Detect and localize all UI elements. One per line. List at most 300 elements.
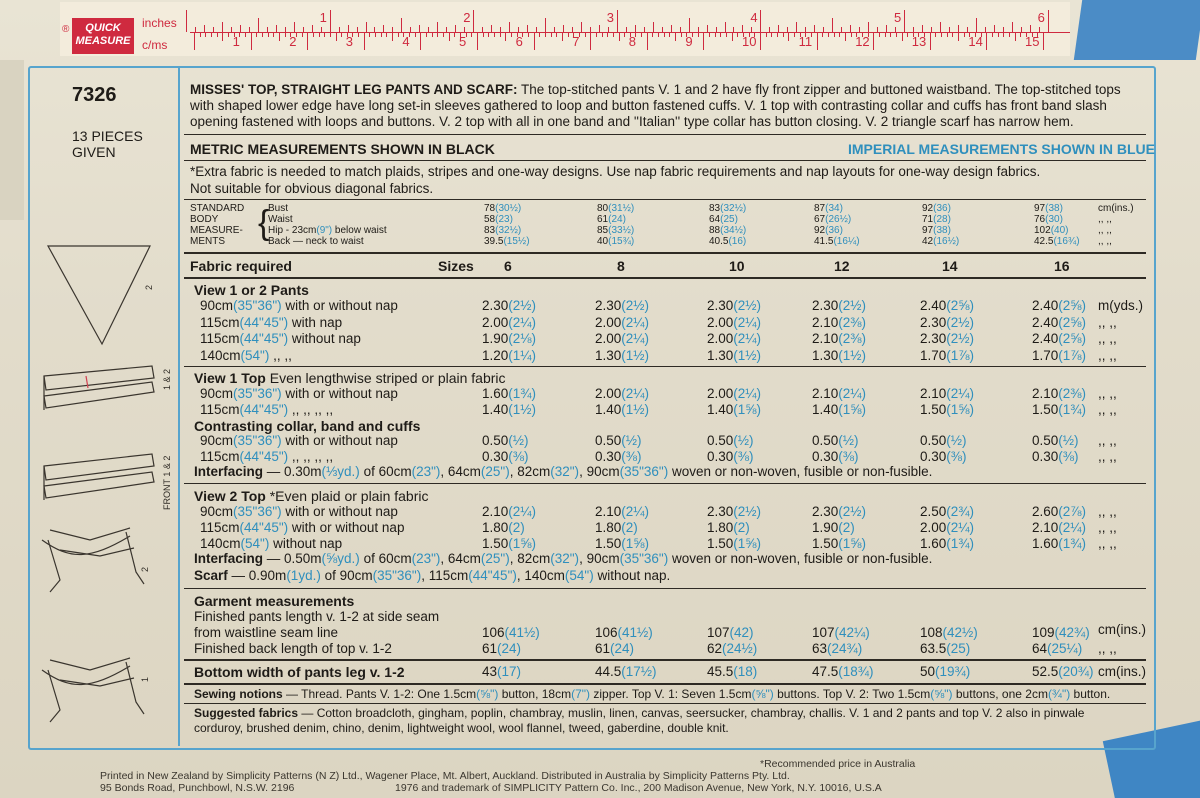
mm-tick [641, 32, 642, 37]
imperial-value: (2¼) [733, 331, 762, 346]
inch-subtick [1012, 22, 1013, 32]
value-cell [707, 520, 750, 536]
cm-tick [534, 32, 535, 50]
width-desc: without nap [288, 331, 361, 346]
mm-tick [471, 32, 472, 37]
imperial-value: (16½) [933, 236, 960, 247]
width-metric: 140cm [200, 347, 241, 363]
mm-tick [268, 32, 269, 37]
width-metric: 115cm [200, 331, 240, 346]
notions-part: button. [1070, 687, 1111, 701]
line-part: (35"36") [619, 551, 669, 566]
metric-value: 2.10 [812, 386, 839, 401]
mm-tick [511, 32, 512, 37]
inch-label: 1 [319, 10, 327, 25]
line-part: without nap. [593, 568, 671, 583]
fabric-width-label [200, 331, 361, 347]
inch-subtick [725, 22, 726, 32]
inch-tick [617, 10, 618, 32]
fabric-width-label [200, 315, 342, 331]
inch-subtick [1030, 25, 1031, 32]
imperial-value: (34) [825, 203, 843, 214]
value-cell [482, 298, 536, 314]
metric-value: 63.5 [920, 641, 947, 656]
imperial-value: (24¾) [827, 641, 863, 656]
value-cell [920, 315, 974, 331]
cm-tick [760, 32, 761, 50]
footer-line-1: Printed in New Zealand by Simplicity Patterns (N Z) Ltd., Wagener Place, Mt. Albert, Auckland. Distributed in Australia by Simplicity Patterns Pty. Ltd. [100, 770, 790, 782]
name-part: Back — neck to waist [268, 236, 364, 247]
imperial-value: (2¼) [1058, 520, 1087, 535]
metric-value: 2.10 [920, 386, 947, 401]
imperial-value: (1⅝) [946, 402, 975, 417]
inch-label: 6 [1037, 10, 1045, 25]
body-label: BODY [190, 214, 219, 225]
value-cell [1032, 298, 1086, 314]
cm-label: 15 [1025, 34, 1040, 49]
imperial-value: (2½) [838, 504, 867, 519]
inch-subtick [195, 27, 196, 32]
metric-value: 107 [812, 625, 835, 640]
imperial-value: (19¾) [935, 664, 971, 679]
metric-value: 2.40 [1032, 314, 1059, 330]
value-cell [1032, 315, 1086, 331]
imperial-value: (1⅝) [838, 402, 867, 417]
inch-subtick [751, 27, 752, 32]
mm-tick [415, 32, 416, 37]
value-cell [812, 331, 866, 347]
mm-tick [386, 32, 387, 37]
inch-subtick [446, 27, 447, 32]
inch-subtick [626, 27, 627, 32]
cm-tick [930, 32, 931, 50]
inch-subtick [491, 25, 492, 32]
metric-value: 2.60 [1032, 504, 1059, 519]
cm-label: 12 [855, 34, 870, 49]
inch-subtick [276, 25, 277, 32]
value-cell [707, 625, 754, 641]
imperial-value: (1¼) [508, 347, 537, 363]
width-metric: 90cm [200, 504, 234, 519]
divider-3 [184, 199, 1146, 200]
metric-value: 1.30 [595, 347, 622, 363]
value-cell [920, 641, 970, 657]
divider-9 [184, 659, 1146, 661]
line-part: (23") [411, 464, 441, 479]
imperial-value: (2⅝) [1058, 331, 1087, 346]
mm-tick [992, 32, 993, 37]
notions-label: Sewing notions [194, 687, 283, 701]
mm-tick [228, 32, 229, 37]
value-cell [920, 386, 974, 402]
mm-tick [652, 32, 653, 37]
body-value-cell [814, 225, 843, 236]
metric-value: 0.30 [812, 449, 839, 464]
value-cell [1032, 536, 1086, 552]
metric-value: 1.60 [920, 536, 947, 551]
mm-tick [619, 32, 620, 41]
metric-value: 62 [707, 641, 723, 656]
mm-tick [319, 32, 320, 37]
unit-label: ,, ,, [1098, 536, 1117, 551]
mm-tick [602, 32, 603, 37]
imperial-value: (1⅝) [621, 536, 650, 551]
divider-5 [184, 277, 1146, 279]
value-cell [595, 520, 638, 536]
cm-label: 8 [628, 34, 637, 49]
imperial-value: (⅜) [1058, 449, 1079, 464]
mm-tick [947, 32, 948, 37]
value-cell [812, 449, 859, 465]
value-cell [482, 536, 536, 552]
metric-value: 40.5 [709, 236, 729, 247]
cm-tick [251, 32, 252, 50]
body-row-name [268, 203, 288, 214]
notions-part: buttons. Top V. 2: Two 1.5cm [773, 687, 931, 701]
metric-value: 2.10 [595, 504, 622, 519]
metric-value: 64 [1032, 641, 1048, 656]
value-cell [812, 536, 866, 552]
mm-tick [675, 32, 676, 41]
imperial-value: (20¾) [1058, 664, 1094, 679]
metric-value: 2.30 [595, 298, 622, 313]
value-cell [482, 625, 540, 641]
unit-label: ,, ,, [1098, 236, 1112, 247]
mm-tick [585, 32, 586, 37]
imperial-value: (17½) [621, 664, 657, 679]
metric-value: 67 [814, 214, 826, 225]
notions-part: (⅝") [751, 687, 774, 701]
value-cell [920, 298, 974, 314]
metric-value: 2.40 [1032, 331, 1059, 346]
cm-tick [364, 32, 365, 50]
mm-tick [551, 32, 552, 37]
inch-subtick [204, 25, 205, 32]
value-cell [1032, 504, 1086, 520]
metric-value: 1.80 [707, 520, 734, 535]
value-cell [1032, 348, 1086, 364]
imperial-value: (24) [608, 214, 626, 225]
imperial-value: (42½) [942, 625, 978, 640]
imperial-value: (25¼) [1047, 641, 1083, 656]
imperial-value: (38) [1045, 203, 1063, 214]
line-part: , 82cm [509, 551, 551, 566]
inch-subtick [653, 22, 654, 32]
imperial-value: (⅜) [946, 449, 967, 464]
metric-value: 39.5 [484, 236, 504, 247]
inch-subtick [437, 22, 438, 32]
value-cell [707, 449, 754, 465]
mm-tick [788, 32, 789, 41]
width-desc: ,, ,, ,, ,, [288, 402, 334, 417]
metric-value: 2.30 [812, 298, 839, 313]
contrast-title: Contrasting collar, band and cuffs [194, 418, 421, 434]
width-metric: 115cm [200, 314, 240, 330]
imperial-value: (42¾) [1054, 625, 1090, 640]
imperial-value: (24) [497, 641, 522, 656]
body-value-cell [484, 214, 513, 225]
value-cell [812, 641, 862, 657]
mm-tick [211, 32, 212, 37]
value-cell [707, 315, 761, 331]
name-part: Bust [268, 203, 289, 214]
value-cell [920, 520, 974, 536]
imperial-value: (2½) [946, 331, 975, 346]
metric-value: 43 [482, 664, 498, 679]
metric-value: 1.50 [812, 536, 839, 551]
imperial-value: (33½) [608, 225, 635, 236]
body-value-cell [1034, 203, 1063, 214]
metric-value: 107 [707, 625, 730, 640]
garment-line-3: Finished back length of top v. 1-2 [194, 641, 392, 656]
line-part: woven or non-woven, fusible or non-fusible. [668, 464, 933, 479]
size-header: 10 [729, 258, 745, 274]
metric-value: 2.00 [707, 314, 734, 330]
inch-subtick [518, 27, 519, 32]
inch-subtick [850, 25, 851, 32]
metric-value: 2.10 [482, 504, 509, 519]
description-line-3: opening fastened with loops and buttons. V. 2 top with all in one band and ''Italian'' type collar has button closing. V. 2 triangle scarf has narrow hem. [190, 114, 1074, 129]
top-sketch-2 [42, 658, 144, 722]
inch-subtick [509, 22, 510, 32]
value-cell [1032, 625, 1090, 641]
imperial-value: (2½) [946, 314, 975, 330]
metric-value: 0.30 [1032, 449, 1059, 464]
metric-value: 78 [484, 203, 496, 214]
inch-subtick [312, 25, 313, 32]
value-cell [707, 331, 761, 347]
metric-value: 0.30 [920, 449, 947, 464]
imperial-value: (⅜) [838, 449, 859, 464]
imperial-value: (38) [933, 225, 951, 236]
imperial-value: (32½) [495, 225, 522, 236]
mm-tick [205, 32, 206, 37]
imperial-value: (2) [621, 520, 638, 535]
divider-7 [184, 483, 1146, 484]
value-cell [707, 348, 761, 364]
body-value-cell [1034, 225, 1068, 236]
mm-tick [556, 32, 557, 37]
imperial-value: (2¼) [621, 314, 650, 330]
note-line-2: Not suitable for obvious diagonal fabrics. [190, 181, 434, 196]
inch-subtick [742, 25, 743, 32]
body-value-cell [814, 203, 843, 214]
fabric-width-label [200, 298, 398, 314]
mm-tick [1015, 32, 1016, 41]
value-cell [812, 433, 859, 449]
value-cell [707, 433, 754, 449]
fabric-width-label [200, 348, 292, 364]
metric-value: 44.5 [595, 664, 622, 679]
value-cell [1032, 331, 1086, 347]
imperial-value: (⅜) [733, 449, 754, 464]
body-label: MEASURE- [190, 225, 243, 236]
imperial-value: (2¼) [621, 504, 650, 519]
body-value-cell [709, 225, 746, 236]
line-part: (25") [480, 551, 510, 566]
imperial-value: (1¾) [508, 386, 537, 401]
mm-tick [488, 32, 489, 37]
width-imperial: (44"45") [239, 449, 289, 464]
unit-label: ,, ,, [1098, 449, 1117, 464]
name-part: (9") [316, 225, 333, 236]
imperial-value: (2⅝) [946, 298, 975, 313]
metric-value: 0.50 [595, 433, 622, 448]
metric-value: 0.50 [482, 433, 509, 448]
imperial-value: (⅜) [621, 449, 642, 464]
mm-tick [952, 32, 953, 37]
mm-tick [839, 32, 840, 37]
metric-value: 42.5 [1034, 236, 1054, 247]
metric-value: 97 [922, 225, 934, 236]
description-line-1: MISSES' TOP, STRAIGHT LEG PANTS AND SCARF: The top-stitched pants V. 1 and 2 have fly front zipper and buttoned waistband. The top-stitched tops [190, 82, 1121, 97]
mm-tick [624, 32, 625, 37]
metric-value: 61 [482, 641, 498, 656]
value-cell [482, 348, 536, 364]
garment-title: Garment measurements [194, 593, 355, 609]
imperial-value: (2½) [621, 298, 650, 313]
mm-tick [432, 32, 433, 37]
metric-value: 42 [922, 236, 934, 247]
imperial-value: (24) [610, 641, 635, 656]
inch-tick [760, 10, 761, 32]
cm-label: 3 [345, 34, 354, 49]
line-part: (⅓yd.) [321, 464, 360, 479]
rich-line [194, 464, 932, 480]
value-cell [1032, 402, 1086, 418]
width-imperial: (35"36") [233, 298, 282, 313]
mm-tick [596, 32, 597, 37]
mm-tick [896, 32, 897, 37]
bottom-width-title: Bottom width of pants leg v. 1-2 [194, 664, 405, 680]
inch-subtick [339, 27, 340, 32]
metric-value: 1.50 [482, 536, 509, 551]
sewing-notions [194, 687, 1110, 701]
inch-subtick [527, 25, 528, 32]
mm-tick [732, 32, 733, 41]
line-part: , 82cm [509, 464, 551, 479]
mm-tick [664, 32, 665, 37]
value-cell [812, 386, 866, 402]
sketch-label-top2: 2 [140, 566, 150, 572]
metric-value: 2.30 [707, 504, 734, 519]
size-header: 6 [504, 258, 512, 274]
mm-tick [398, 32, 399, 37]
metric-value: 106 [482, 625, 505, 640]
inch-subtick [401, 18, 402, 32]
mm-tick [279, 32, 280, 41]
size-header: 14 [942, 258, 958, 274]
width-metric: 115cm [200, 402, 240, 417]
imperial-value: (30½) [495, 203, 522, 214]
cm-tick [420, 32, 421, 50]
cm-label: 1 [232, 34, 240, 49]
metric-value: 2.50 [920, 504, 947, 519]
mm-tick [437, 32, 438, 37]
inches-label: inches [142, 16, 177, 30]
value-cell [812, 625, 870, 641]
metric-value: 87 [814, 203, 826, 214]
imperial-value: (32½) [720, 203, 747, 214]
value-cell [707, 298, 761, 314]
value-cell [812, 664, 874, 680]
metric-value: 40 [597, 236, 609, 247]
metric-value: 2.10 [812, 331, 839, 346]
inch-subtick [599, 25, 600, 32]
imperial-value: (40) [1050, 225, 1069, 236]
unit-label: ,, ,, [1098, 331, 1117, 346]
imperial-value: (2½) [838, 298, 867, 313]
fabric-width-label [200, 520, 404, 536]
inch-subtick [366, 22, 367, 32]
value-cell [595, 348, 649, 364]
width-imperial: (54") [240, 536, 270, 551]
inch-subtick [321, 27, 322, 32]
divider-6 [184, 366, 1146, 367]
metric-value: 1.60 [482, 386, 509, 401]
value-cell [595, 386, 649, 402]
inch-subtick [231, 27, 232, 32]
imperial-value: (½) [508, 433, 529, 448]
name-part: Waist [268, 214, 293, 225]
imperial-value: (½) [733, 433, 754, 448]
fabric-width-label [200, 433, 398, 449]
value-cell [920, 433, 967, 449]
metric-value: 88 [709, 225, 721, 236]
inch-subtick [545, 18, 546, 32]
inch-subtick [733, 27, 734, 32]
mm-tick [709, 32, 710, 37]
mm-tick [794, 32, 795, 37]
sketch-label-scarf: 2 [144, 284, 154, 290]
imperial-value: (1⅞) [1058, 347, 1087, 363]
body-value-cell [597, 236, 634, 247]
mm-tick [885, 32, 886, 37]
unit-label: ,, ,, [1098, 314, 1117, 330]
line-part: , 140cm [516, 568, 565, 583]
value-cell [920, 536, 974, 552]
imperial-value: (1⅝) [508, 536, 537, 551]
imperial-value: (1⅝) [838, 536, 867, 551]
mm-tick [539, 32, 540, 37]
imperial-value: (2⅝) [1058, 298, 1087, 313]
value-cell [812, 402, 866, 418]
mm-tick [256, 32, 257, 37]
imperial-value: (16¾) [1053, 236, 1080, 247]
inch-subtick [931, 27, 932, 32]
fabric-width-label [200, 402, 333, 418]
metric-value: 2.30 [707, 298, 734, 313]
footer-line-2b: 1976 and trademark of SIMPLICITY Pattern Co. Inc., 200 Madison Avenue, New York, N.Y. 10016, U.S.A [395, 782, 882, 794]
metric-value: 58 [484, 214, 496, 225]
body-value-cell [597, 203, 634, 214]
inch-subtick [635, 25, 636, 32]
imperial-value: (41½) [504, 625, 540, 640]
top-sketch-1 [42, 528, 144, 592]
imperial-value: (2¼) [621, 386, 650, 401]
metric-value: 1.40 [482, 402, 509, 417]
value-cell [482, 641, 521, 657]
metric-value: 97 [1034, 203, 1046, 214]
imperial-value: (1¾) [946, 536, 975, 551]
cm-label: 13 [911, 34, 927, 49]
sizes-label: Sizes [438, 258, 474, 274]
inch-subtick [778, 25, 779, 32]
inch-subtick [644, 27, 645, 32]
metric-value: 47.5 [812, 664, 839, 679]
width-imperial: (44"45") [239, 314, 289, 330]
inch-subtick [348, 25, 349, 32]
